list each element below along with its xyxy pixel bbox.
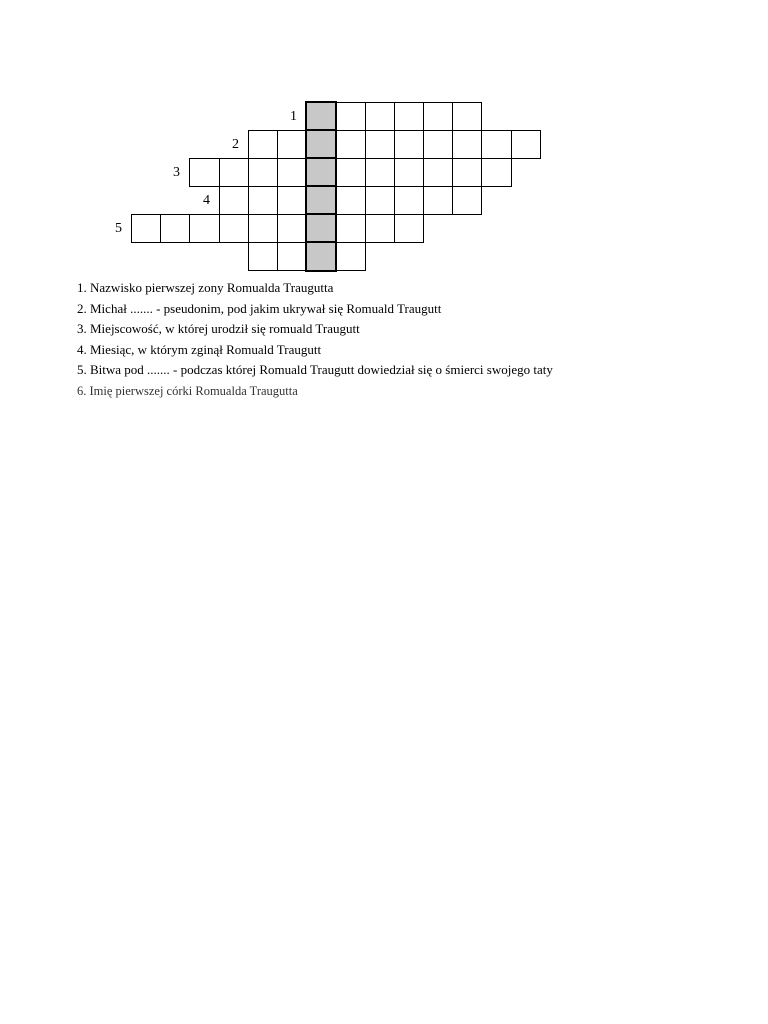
grid-cell[interactable] bbox=[335, 130, 366, 159]
grid-cell[interactable] bbox=[481, 158, 512, 187]
grid-cell[interactable] bbox=[365, 158, 395, 187]
grid-cell[interactable] bbox=[365, 130, 395, 159]
key-cell[interactable] bbox=[306, 158, 336, 187]
grid-cell[interactable] bbox=[277, 242, 307, 271]
key-column-divider bbox=[305, 157, 337, 159]
grid-cell[interactable] bbox=[277, 158, 307, 187]
key-cell[interactable] bbox=[306, 186, 336, 215]
grid-cell[interactable] bbox=[277, 130, 307, 159]
grid-cell[interactable] bbox=[365, 214, 395, 243]
grid-cell[interactable] bbox=[452, 186, 482, 215]
grid-cell[interactable] bbox=[277, 214, 307, 243]
clue-5: 5. Bitwa pod ....... - podczas której Romuald Traugutt dowiedział się o śmierci swojego taty bbox=[77, 362, 553, 378]
key-cell[interactable] bbox=[306, 242, 336, 271]
grid-cell[interactable] bbox=[248, 186, 278, 215]
clue-6: 6. Imię pierwszej córki Romualda Traugutta bbox=[77, 383, 298, 398]
grid-cell[interactable] bbox=[452, 158, 482, 187]
grid-cell[interactable] bbox=[335, 102, 366, 131]
key-column-divider bbox=[305, 185, 337, 187]
grid-cell[interactable] bbox=[394, 102, 424, 131]
grid-cell[interactable] bbox=[394, 214, 424, 243]
key-column-divider bbox=[305, 129, 337, 131]
grid-cell[interactable] bbox=[189, 158, 220, 187]
row-number-5: 5 bbox=[115, 221, 122, 236]
clue-3: 3. Miejscowość, w której urodził się romuald Traugutt bbox=[77, 321, 360, 337]
row-number-4: 4 bbox=[203, 193, 210, 208]
grid-cell[interactable] bbox=[335, 242, 366, 271]
grid-cell[interactable] bbox=[452, 130, 482, 159]
grid-cell[interactable] bbox=[160, 214, 190, 243]
grid-cell[interactable] bbox=[365, 102, 395, 131]
key-cell[interactable] bbox=[306, 214, 336, 243]
clue-list bbox=[77, 278, 553, 402]
grid-cell[interactable] bbox=[394, 186, 424, 215]
clue-2: 2. Michał ....... - pseudonim, pod jakim ukrywał się Romuald Traugutt bbox=[77, 300, 442, 316]
key-column-divider bbox=[305, 213, 337, 215]
grid-cell[interactable] bbox=[423, 186, 453, 215]
row-number-1: 1 bbox=[290, 109, 297, 124]
grid-cell[interactable] bbox=[481, 130, 512, 159]
grid-cell[interactable] bbox=[423, 130, 453, 159]
grid-cell[interactable] bbox=[248, 130, 278, 159]
grid-cell[interactable] bbox=[365, 186, 395, 215]
key-cell[interactable] bbox=[306, 130, 336, 159]
grid-cell[interactable] bbox=[219, 186, 249, 215]
grid-cell[interactable] bbox=[248, 158, 278, 187]
clue-1: 1. Nazwisko pierwszej zony Romualda Traugutta bbox=[77, 280, 334, 295]
grid-cell[interactable] bbox=[394, 130, 424, 159]
grid-cell[interactable] bbox=[335, 214, 366, 243]
grid-cell[interactable] bbox=[423, 102, 453, 131]
grid-cell[interactable] bbox=[131, 214, 161, 243]
row-number-3: 3 bbox=[173, 165, 180, 180]
grid-cell[interactable] bbox=[452, 102, 482, 131]
grid-cell[interactable] bbox=[335, 158, 366, 187]
grid-cell[interactable] bbox=[511, 130, 541, 159]
grid-cell[interactable] bbox=[277, 186, 307, 215]
grid-cell[interactable] bbox=[394, 158, 424, 187]
grid-cell[interactable] bbox=[189, 214, 220, 243]
grid-cell[interactable] bbox=[423, 158, 453, 187]
row-number-2: 2 bbox=[232, 137, 239, 152]
grid-cell[interactable] bbox=[248, 214, 278, 243]
key-column-divider bbox=[305, 241, 337, 243]
key-cell[interactable] bbox=[306, 102, 336, 131]
clue-4: 4. Miesiąc, w którym zginął Romuald Traugutt bbox=[77, 341, 322, 357]
grid-cell[interactable] bbox=[219, 214, 249, 243]
grid-cell[interactable] bbox=[219, 158, 249, 187]
grid-cell[interactable] bbox=[335, 186, 366, 215]
grid-cell[interactable] bbox=[248, 242, 278, 271]
